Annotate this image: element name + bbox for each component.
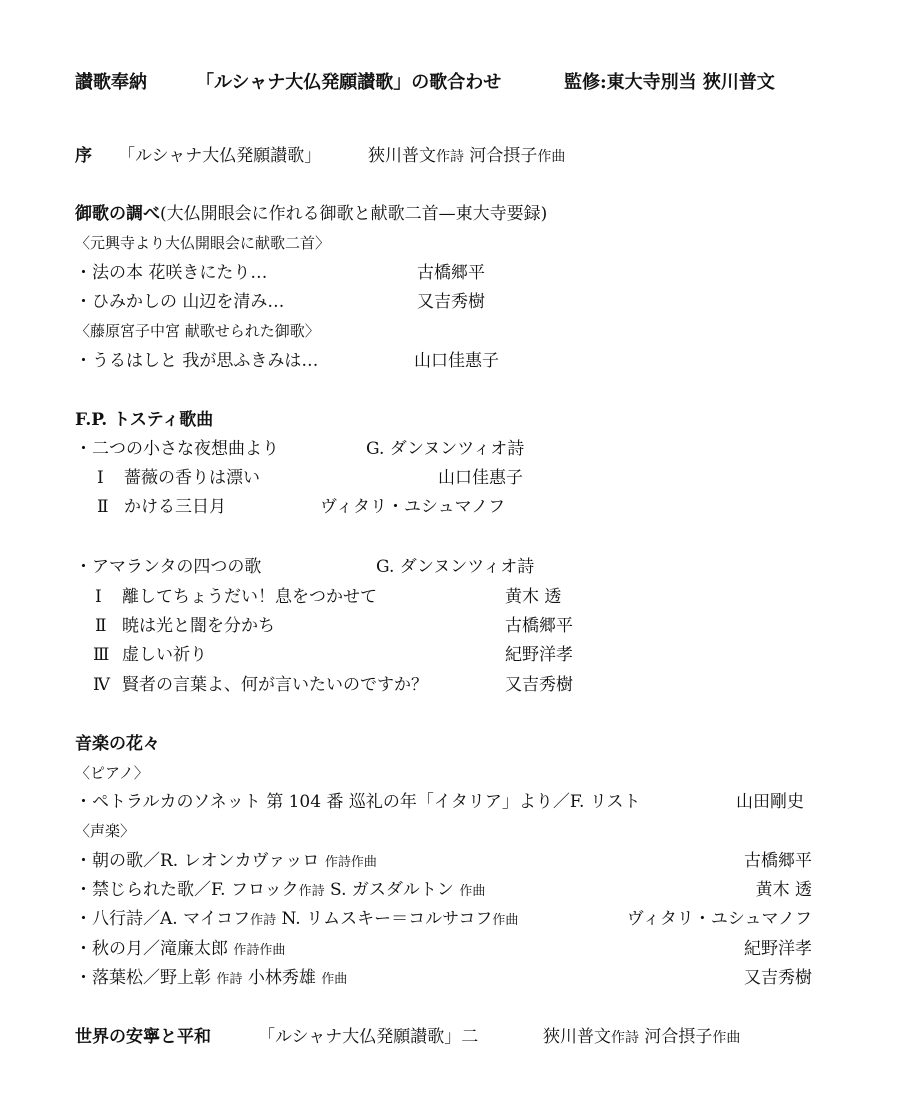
tosti-set-1-song-1: 薔薇の香りは漂い [124, 468, 260, 488]
vocal-item-4-text: ・秋の月／滝廉太郎 [75, 939, 228, 959]
program-subtitle: 「ルシャナ大仏発願讃歌」の歌合わせ [196, 72, 502, 93]
vocal-item-5 [75, 970, 347, 987]
vocal-item-3-role-b: 作曲 [492, 913, 519, 928]
gyoka-item-1-performer: 古橋郷平 [417, 263, 485, 283]
vocal-item-4-performer: 紀野洋孝 [744, 939, 812, 959]
flowers-heading: 音楽の花々 [75, 734, 160, 754]
vocal-item-3-composer: N. リムスキー＝コルサコフ [281, 909, 493, 929]
prelude-credits [368, 148, 565, 165]
vocal-item-2-role-b: 作曲 [459, 884, 486, 899]
prelude-poet-role: 作詩 [436, 149, 464, 165]
vocal-item-1-text: ・朝の歌／R. レオンカヴァッロ [75, 851, 320, 871]
gyoka-item-2-performer: 又吉秀樹 [417, 292, 485, 312]
piano-item: ・ペトラルカのソネット 第 104 番 巡礼の年「イタリア」より／F. リスト [75, 792, 641, 812]
gyoka-heading: 御歌の調べ [75, 204, 160, 224]
vocal-item-1-role: 作詩作曲 [324, 855, 377, 870]
gyoka-heading-line [75, 206, 547, 223]
finale-work: 「ルシャナ大仏発願讃歌」二 [258, 1027, 479, 1047]
vocal-item-2-performer: 黄木 透 [755, 880, 812, 900]
tosti-set-1-num-2: Ⅱ [97, 497, 109, 517]
tosti-set-2-song-2: 暁は光と闇を分かち [122, 616, 275, 636]
supervision-credit: 監修:東大寺別当 狹川普文 [564, 72, 775, 93]
finale-label: 世界の安寧と平和 [75, 1027, 211, 1047]
vocal-item-1 [75, 853, 377, 870]
prelude-poet: 狹川普文 [368, 146, 436, 166]
vocal-item-3-performer: ヴィタリ・ユシュマノフ [626, 909, 812, 929]
tosti-set-2-poet: G. ダンヌンツィオ詩 [376, 557, 535, 577]
tosti-set-2-num-3: Ⅲ [93, 645, 110, 665]
vocal-item-4 [75, 941, 285, 958]
prelude-label: 序 [75, 146, 92, 166]
tosti-set-2-song-4: 賢者の言葉よ、何が言いたいのですか？ [122, 675, 428, 695]
vocal-item-5-text: ・落葉松／野上彰 [75, 968, 211, 988]
vocal-item-5-role-b: 作曲 [321, 972, 348, 987]
finale-composer-role: 作曲 [712, 1030, 741, 1046]
gyoka-item-3: ・うるはしと 我が思ふきみは… [75, 351, 319, 371]
gyoka-heading-note: (大仏開眼会に作れる御歌と献歌二首—東大寺要録) [160, 204, 548, 224]
page-title: 讃歌奉納 [75, 72, 147, 93]
tosti-set-1-song-2: かける三日月 [124, 497, 226, 517]
tosti-heading: F.P. トスティ歌曲 [75, 410, 214, 430]
tosti-set-1-performer-1: 山口佳惠子 [438, 468, 523, 488]
finale-composer: 河合摂子 [644, 1027, 713, 1047]
vocal-item-2-role-a: 作詩 [298, 884, 325, 899]
vocal-item-4-role: 作詩作曲 [233, 943, 286, 958]
gyoka-item-2: ・ひみかしの 山辺を清み… [75, 292, 285, 312]
vocal-item-3-role-a: 作詩 [250, 913, 277, 928]
vocal-item-3-text: ・八行詩／A. マイコフ [75, 909, 251, 929]
tosti-set-2-num-2: Ⅱ [95, 616, 107, 636]
piano-item-performer: 山田剛史 [736, 792, 804, 812]
finale-poet-role: 作詩 [611, 1030, 639, 1046]
tosti-set-1-title: ・二つの小さな夜想曲より [75, 439, 279, 459]
tosti-set-2-song-3: 虚しい祈り [122, 645, 207, 665]
piano-label: 〈ピアノ〉 [75, 764, 149, 782]
tosti-set-2-song-1: 離してちょうだい！息をつかせて [122, 587, 377, 607]
vocal-item-3 [75, 911, 518, 928]
finale-credits [543, 1029, 740, 1046]
tosti-set-2-title: ・アマランタの四つの歌 [75, 557, 262, 577]
gyoka-group-1: 〈元興寺より大仏開眼会に献歌二首〉 [75, 234, 331, 252]
gyoka-group-2: 〈藤原宮子中宮 献歌せられた御歌〉 [75, 322, 320, 340]
tosti-set-2-num-4: Ⅳ [93, 675, 110, 695]
vocal-item-5-performer: 又吉秀樹 [744, 968, 812, 988]
tosti-set-2-performer-2: 古橋郷平 [505, 616, 573, 636]
tosti-set-2-performer-4: 又吉秀樹 [505, 675, 573, 695]
vocal-item-5-composer: 小林秀雄 [247, 968, 316, 988]
vocal-item-2-composer: S. ガスダルトン [330, 880, 454, 900]
vocal-item-2 [75, 882, 485, 899]
gyoka-item-3-performer: 山口佳惠子 [414, 351, 499, 371]
tosti-set-2-performer-1: 黄木 透 [505, 587, 562, 607]
vocal-label: 〈声楽〉 [75, 822, 136, 840]
vocal-item-2-text: ・禁じられた歌／F. フロック [75, 880, 299, 900]
vocal-item-1-performer: 古橋郷平 [744, 851, 812, 871]
gyoka-item-1: ・法の本 花咲きにたり… [75, 263, 268, 283]
tosti-set-2-num-1: Ⅰ [95, 587, 102, 607]
prelude-composer: 河合摂子 [469, 146, 538, 166]
prelude-work: 「ルシャナ大仏発願讃歌」 [118, 146, 322, 166]
tosti-set-1-performer-2: ヴィタリ・ユシュマノフ [320, 497, 506, 517]
tosti-set-1-poet: G. ダンヌンツィオ詩 [366, 439, 525, 459]
prelude-composer-role: 作曲 [537, 149, 566, 165]
vocal-item-5-role-a: 作詩 [216, 972, 243, 987]
tosti-set-1-num-1: Ⅰ [97, 468, 104, 488]
tosti-set-2-performer-3: 紀野洋孝 [505, 645, 573, 665]
finale-poet: 狹川普文 [543, 1027, 611, 1047]
